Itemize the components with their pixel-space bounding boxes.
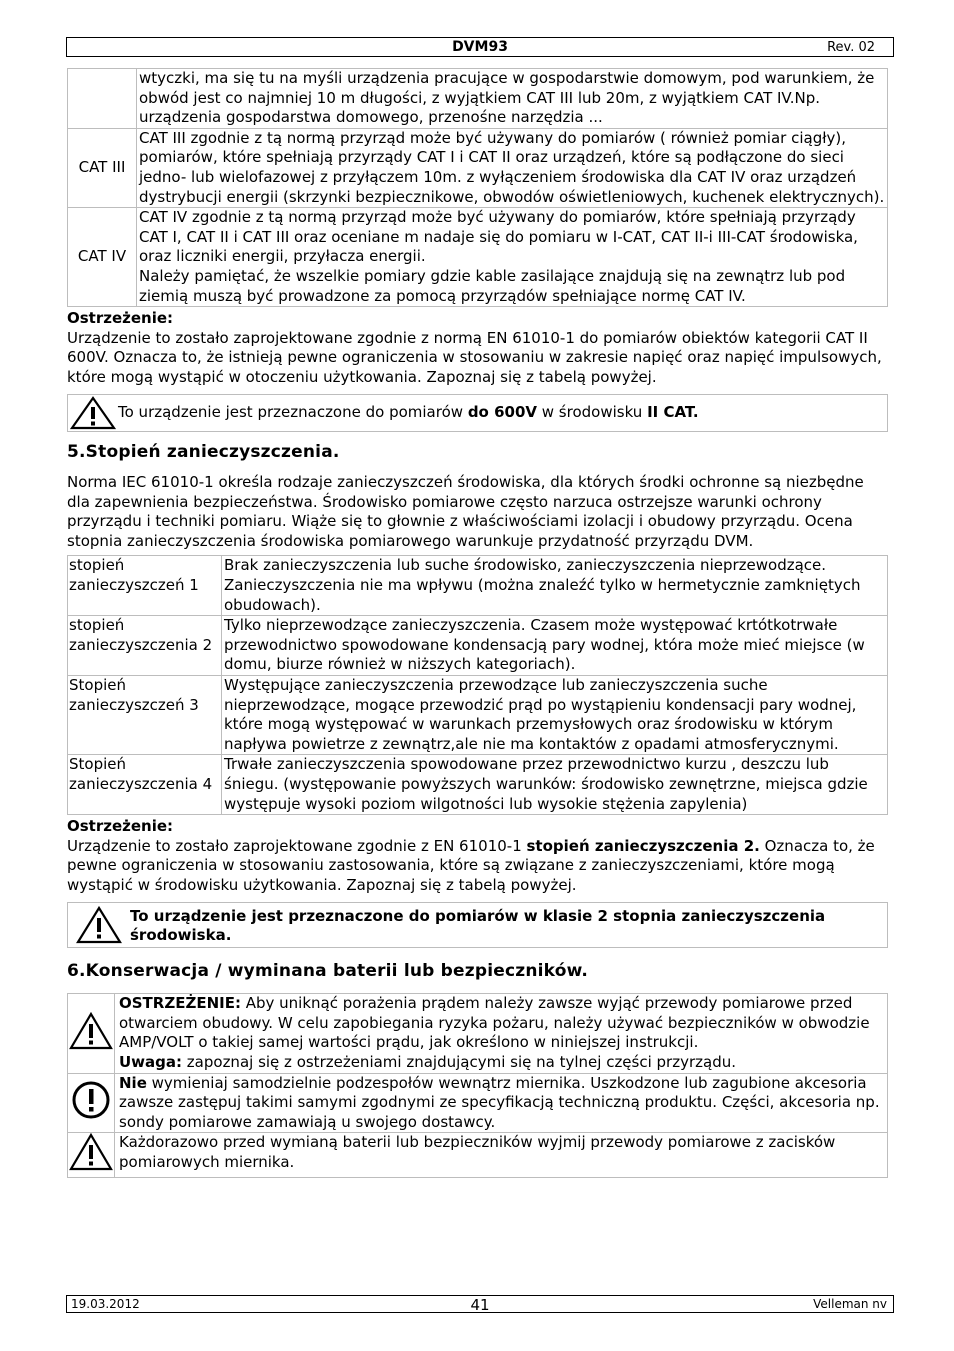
cat-label: CAT IV (68, 208, 137, 307)
warning-title: Ostrzeżenie: (67, 817, 174, 836)
page-header (66, 37, 894, 57)
pollution-text: Brak zanieczyszczenia lub suche środowisko, zanieczyszczenia nieprzewodzące. Zanieczyszczenia nie ma wpływu (można znaleźć tylko w hermetycznie zamkniętych obudowach). (222, 556, 888, 616)
warning-triangle-icon (68, 903, 130, 947)
notice-text: To urządzenie jest przeznaczone do pomiarów w klasie 2 stopnia zanieczyszczenia środowiska. (130, 906, 826, 945)
cat-table (67, 68, 888, 307)
footer-company: Velleman nv (813, 1297, 887, 1311)
table-row (68, 69, 888, 129)
table-row (68, 556, 888, 616)
safety-text (115, 994, 888, 1073)
table-row (68, 1073, 888, 1133)
table-row (68, 128, 888, 207)
page-number: 41 (470, 1296, 490, 1314)
footer-date: 19.03.2012 (71, 1297, 140, 1311)
warning-text: Urządzenie to zostało zaprojektowane zgodnie z normą EN 61010-1 do pomiarów obiektów kategorii CAT II 600V. Oznacza to, że istnieją pewne ograniczenia w stosowaniu w zakresie napięć oraz napięć impulsowych, które mogą wystąpić w otoczeniu użytkowania. Zapoznaj się z tabelą powyżej. (67, 328, 882, 386)
cat-text-line: CAT IV zgodnie z tą normą przyrząd może być używany do pomiarów, które spełniają przyrządy CAT I, CAT II i CAT III oraz oceniane m nadaje się do pomiaru w I-CAT, CAT II-i III-CAT środowiska, oraz liczniki energii, przyłacza energii. (139, 208, 858, 266)
pollution-label: Stopień zanieczyszczenia 4 (68, 755, 222, 815)
notice-bold-cat: II CAT. (647, 402, 699, 421)
pollution-label: stopień zanieczyszczenia 2 (68, 616, 222, 676)
warning-post: Oznacza to, że pewne ograniczenia w stosowaniu zastosowania, które są związane z zanieczyszczeniami, które mogą wystąpić w środowisku użytkowania. Zapoznaj się z tabelą powyżej. (67, 836, 875, 894)
notice-mid: w środowisku (537, 402, 648, 421)
pollution-table (67, 555, 888, 815)
safety-span: wymieniaj samodzielnie podzespołów wewnątrz miernika. Uszkodzone lub zagubione akcesoria zawsze zastępuj takimi samymi zgodnymi ze specyfikacją techniczną produktu. Części, akcesoria np. sondy pomiarowe zamawiają u swojego dostawcy. (119, 1073, 880, 1131)
warning-pre: Urządzenie to zostało zaprojektowane zgodnie z EN 61010-1 (67, 836, 527, 855)
notice-box (67, 394, 888, 432)
table-row (68, 755, 888, 815)
pollution-text: Tylko nieprzewodzące zanieczyszczenia. Czasem może występować krtótkotrwałe przewodnictwo spowodowane kondensacją pary wodnej, która może mieć miejsce (w domu, biurze również w niższych kategoriach). (222, 616, 888, 676)
safety-span: Aby uniknąć porażenia prądem należy zawsze wyjąć przewody pomiarowe przed otwarciem obudowy. W celu zapobiegania ryzyka pożaru, należy używać bezpieczników w obwodzie AMP/VOLT o takiej samej wartości prądu, jak określono w niniejszej instrukcji. (119, 994, 870, 1052)
warning-triangle-icon (68, 396, 118, 430)
warning-text (67, 837, 888, 896)
safety-bold: OSTRZEŻENIE: (119, 994, 241, 1013)
safety-bold: Uwaga: (119, 1052, 183, 1071)
model-name: DVM93 (452, 39, 508, 55)
pollution-label: stopień zanieczyszczeń 1 (68, 556, 222, 616)
cat-label: CAT III (68, 128, 137, 207)
notice-text (118, 403, 699, 423)
section5-intro: Norma IEC 61010-1 określa rodzaje zanieczyszczeń środowiska, dla których środki ochronne są niezbędne dla zapewnienia bezpieczeństwa. Środowisko pomiarowe często narzuca ostrzejsze warunki ochrony przyrządu i techniki pomiaru. Wiąże się to głownie z właściwościami izolacji i obudowy przyrządu. Ocena stopnia zanieczyszczenia środowiska pomiarowego warunkuje przydatność przyrządu DVM. (67, 473, 864, 550)
content (67, 68, 888, 1178)
pollution-text: Występujące zanieczyszczenia przewodzące lub zanieczyszczenia suche nieprzewodzące, mogące przewodzić prąd po wystąpieniu kondensacji pary wodnej, które mogą występować w warunkach przemysłowych oraz środowisku w którym napływa powietrze z zewnątrz,ale nie ma kontaktów z opadami atmosferycznymi. (222, 676, 888, 755)
pollution-text: Trwałe zanieczyszczenia spowodowane przez przewodnictwo kurzu , deszczu lub śniegu. (występowanie powyższych warunków: środowisko zewnętrzne, miejsca gdzie występuje wysoki poziom wilgotności lub wysokie stężenia zapylenia) (222, 755, 888, 815)
cat-text: wtyczki, ma się tu na myśli urządzenia pracujące w gospodarstwie domowym, pod warunkiem, że obwód jest co najmniej 10 m długości, z wyjątkiem CAT III lub 20m, z wyjątkiem CAT IV.Np. urządzenia gospodarstwa domowego, przenośne narzędzia ... (137, 69, 888, 129)
exclamation-circle-icon (68, 1073, 115, 1133)
safety-bold: Nie (119, 1073, 147, 1092)
section5-heading: 5.Stopień zanieczyszczenia. (67, 441, 340, 462)
notice-bold-voltage: do 600V (467, 402, 537, 421)
notice-pre: To urządzenie jest przeznaczone do pomiarów (118, 402, 468, 421)
cat-text-line: Należy pamiętać, że wszelkie pomiary gdzie kable zasilające znajdują się na zewnątrz lub pod ziemią muszą być prowadzone za pomocą przyrządów spełniające normę CAT IV. (139, 266, 846, 305)
section6-heading: 6.Konserwacja / wyminana baterii lub bezpieczników. (67, 960, 589, 981)
table-row (68, 676, 888, 755)
pollution-label: Stopień zanieczyszczeń 3 (68, 676, 222, 755)
table-row (68, 1133, 888, 1178)
cat-text: CAT III zgodnie z tą normą przyrząd może być używany do pomiarów ( również pomiar ciągły), pomiarów, które spełniają przyrządy CAT I i CAT II oraz urządzeń, które są podłączone do sieci jedno- lub wielofazowej z przyłączem 10m. z wyłączeniem środowiska dla CAT IV oraz urządzeń dystrybucji energii (skrzynki bezpiecznikowe, obwodów oświetleniowych, kuchenek elektrycznych). (137, 128, 888, 207)
warning-triangle-icon (68, 1133, 115, 1178)
warning-bold: stopień zanieczyszczenia 2. (526, 836, 760, 855)
safety-table (67, 993, 888, 1178)
notice-box (67, 902, 888, 948)
page-footer (66, 1295, 894, 1313)
safety-text: Każdorazowo przed wymianą baterii lub bezpieczników wyjmij przewody pomiarowe z zacisków pomiarowych miernika. (115, 1133, 888, 1178)
warning-triangle-icon (68, 994, 115, 1073)
revision: Rev. 02 (827, 40, 875, 55)
safety-text (115, 1073, 888, 1133)
safety-span: zapoznaj się z ostrzeżeniami znajdującymi się na tylnej części przyrządu. (182, 1052, 737, 1071)
cat-label (68, 69, 137, 129)
cat-text (137, 208, 888, 307)
table-row (68, 616, 888, 676)
warning-title: Ostrzeżenie: (67, 309, 174, 328)
table-row (68, 208, 888, 307)
table-row (68, 994, 888, 1073)
